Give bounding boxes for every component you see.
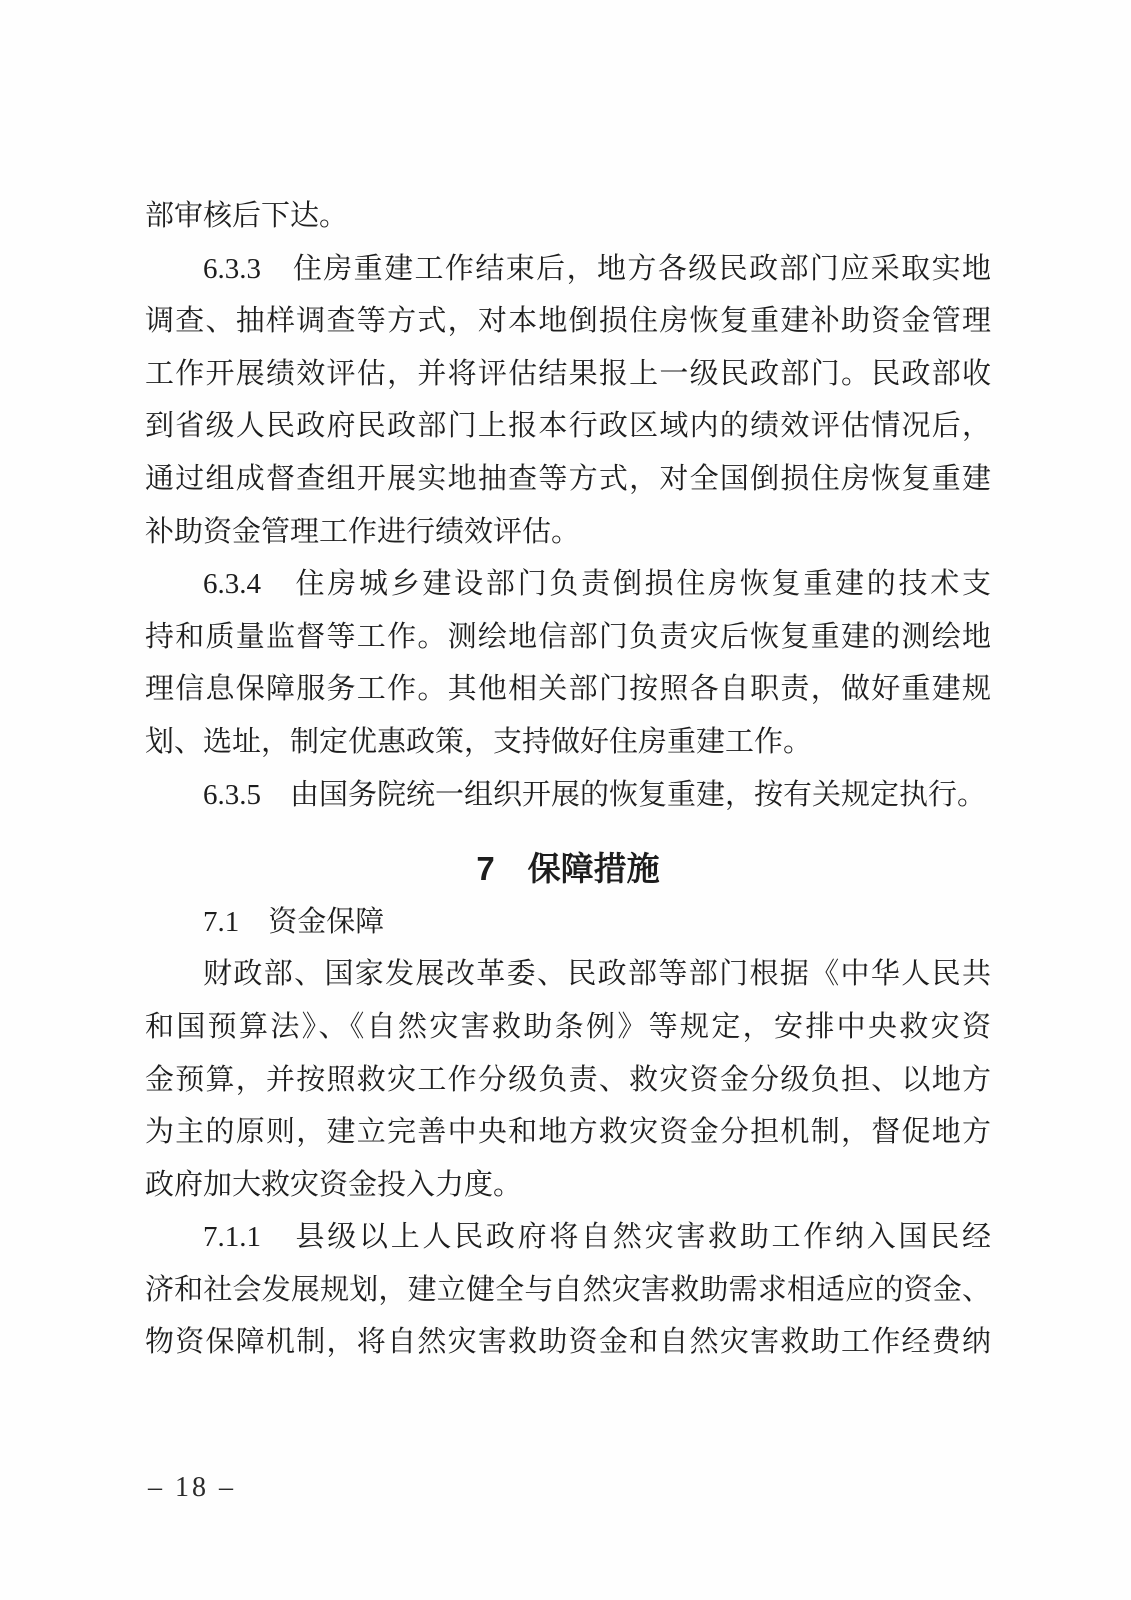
text-line: 为主的原则，建立完善中央和地方救灾资金分担机制，督促地方 [145,1116,991,1149]
text-line: 物资保障机制，将自然灾害救助资金和自然灾害救助工作经费纳 [145,1326,991,1359]
text-line: 到省级人民政府民政部门上报本行政区域内的绩效评估情况后， [145,410,991,443]
text-line: 理信息保障服务工作。其他相关部门按照各自职责，做好重建规 [145,673,991,706]
text-line: 金预算，并按照救灾工作分级负责、救灾资金分级负担、以地方 [145,1063,991,1096]
text-line: 7.1 资金保障 [203,905,385,938]
text-line: 财政部、国家发展改革委、民政部等部门根据《中华人民共 [203,958,991,991]
text-line: 政府加大救灾资金投入力度。 [145,1168,523,1201]
text-line: 济和社会发展规划，建立健全与自然灾害救助需求相适应的资金、 [145,1273,991,1306]
section-heading: 7 保障措施 [476,850,660,888]
text-line: 6.3.4 住房城乡建设部门负责倒损住房恢复重建的技术支 [203,568,991,601]
page-number: – 18 – [148,1472,236,1503]
text-line: 部审核后下达。 [145,200,349,232]
text-line: 6.3.3 住房重建工作结束后，地方各级民政部门应采取实地 [203,252,991,285]
document-lines [145,190,991,1369]
text-line: 划、选址，制定优惠政策，支持做好住房重建工作。 [145,725,813,758]
text-line: 工作开展绩效评估，并将评估结果报上一级民政部门。民政部收 [145,357,991,390]
text-line: 和国预算法》、《自然灾害救助条例》等规定，安排中央救灾资 [145,1010,991,1043]
text-line: 6.3.5 由国务院统一组织开展的恢复重建，按有关规定执行。 [203,778,987,811]
text-line: 持和质量监督等工作。测绘地信部门负责灾后恢复重建的测绘地 [145,620,991,653]
text-line: 通过组成督查组开展实地抽查等方式，对全国倒损住房恢复重建 [145,462,991,495]
text-line: 补助资金管理工作进行绩效评估。 [145,515,581,548]
text-line: 7.1.1 县级以上人民政府将自然灾害救助工作纳入国民经 [203,1221,991,1254]
text-line: 调查、抽样调查等方式，对本地倒损住房恢复重建补助资金管理 [145,305,991,338]
